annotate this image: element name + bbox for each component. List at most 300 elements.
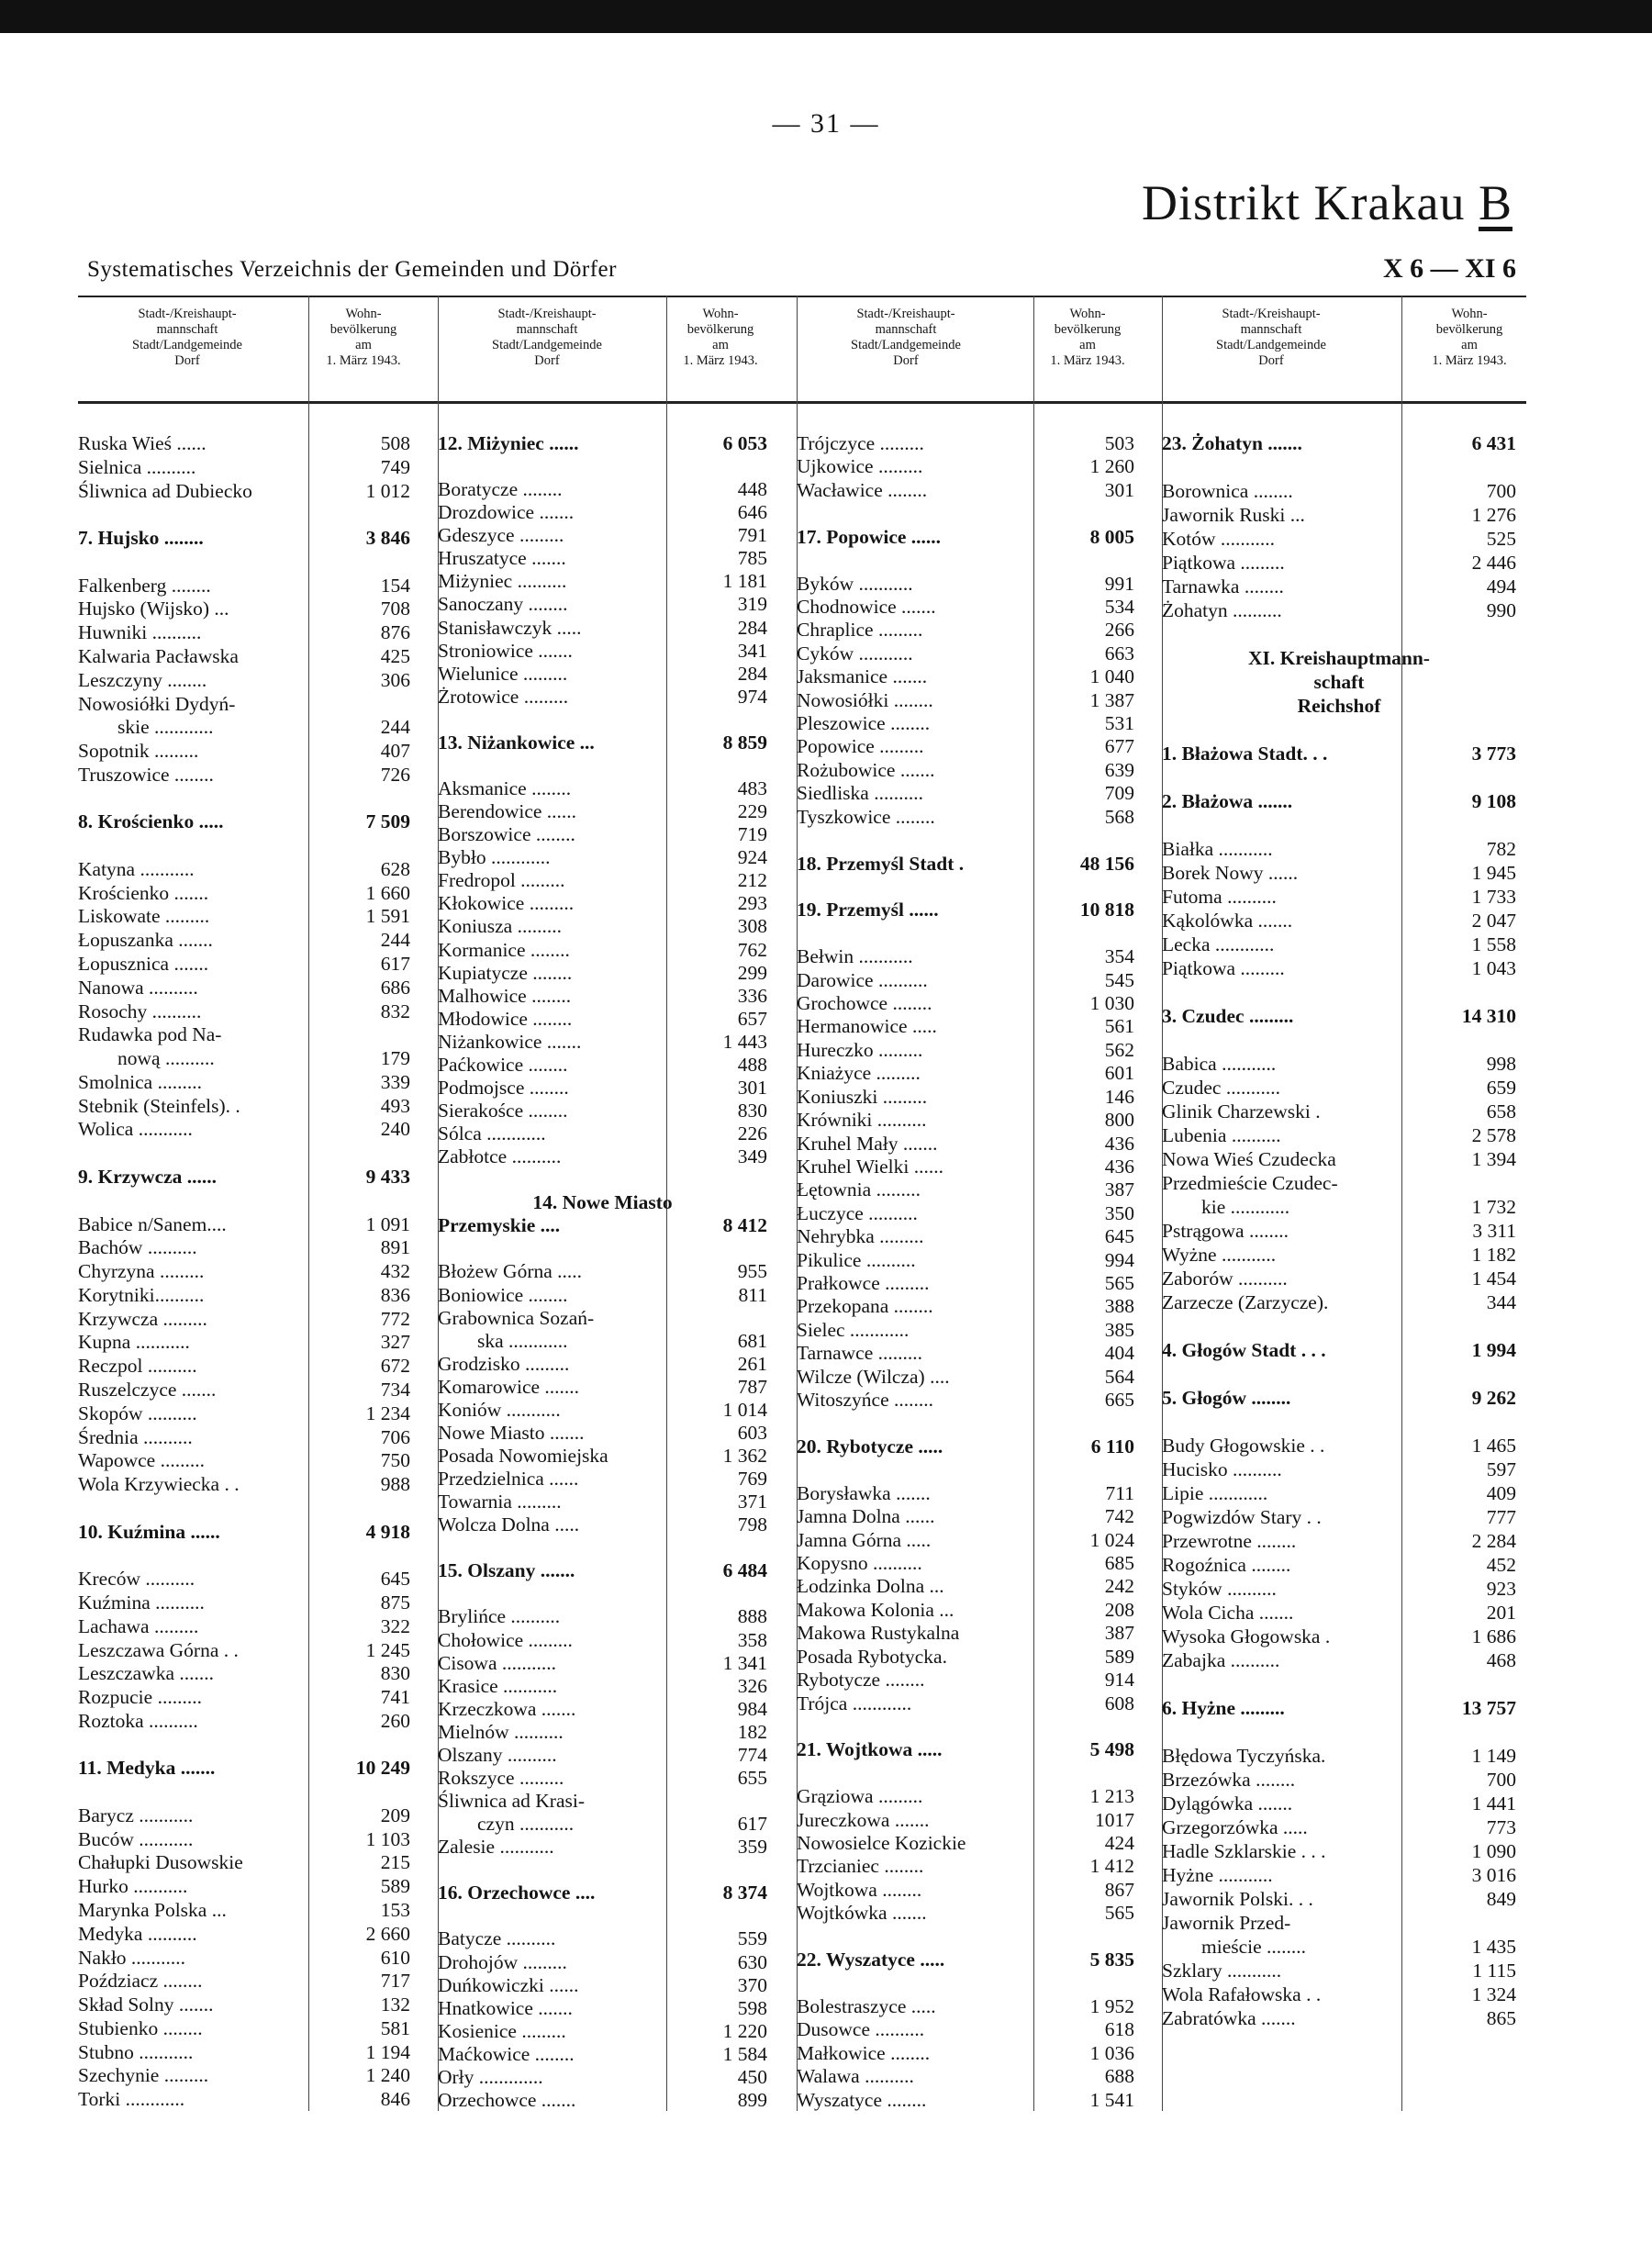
- population-value: 610: [380, 1946, 410, 1969]
- locality-row: [78, 1378, 410, 1402]
- population-value: 3 016: [1471, 1864, 1516, 1886]
- locality-name: Wyszatyce ........: [797, 2088, 927, 2111]
- locality-name: Hadle Szklarskie . . .: [1162, 1840, 1326, 1862]
- locality-name: Bachów ..........: [78, 1236, 197, 1259]
- locality-row: [438, 868, 767, 892]
- population-value: 2 047: [1471, 910, 1516, 932]
- population-value: 1 435: [1471, 1936, 1516, 1958]
- locality-name: Przedzielnica ......: [438, 1468, 579, 1491]
- population-value: 1 260: [1089, 455, 1134, 478]
- locality-name: Przekopana ........: [797, 1295, 933, 1318]
- locality-name: Nowosiółki Dydyń-: [78, 692, 236, 715]
- locality-row: [78, 1969, 410, 1993]
- locality-row: [438, 1513, 767, 1536]
- population-value: 663: [1104, 642, 1134, 664]
- locality-row: [78, 1874, 410, 1898]
- population-value: 1 040: [1089, 665, 1134, 688]
- population-value: 208: [1104, 1598, 1134, 1621]
- locality-name: schaft: [1313, 671, 1365, 693]
- locality-name: Wola Rafałowska . .: [1162, 1983, 1322, 2005]
- population-value: 700: [1486, 480, 1516, 502]
- locality-name: Żrotowice .........: [438, 685, 569, 708]
- locality-row: [438, 639, 767, 663]
- locality-row: [78, 1094, 410, 1118]
- locality-name: Tarnawce .........: [797, 1342, 922, 1365]
- locality-row: [438, 1766, 767, 1790]
- population-value: 800: [1104, 1109, 1134, 1132]
- population-value: 685: [1104, 1552, 1134, 1574]
- population-value: 1 194: [365, 2040, 410, 2063]
- locality-row: [797, 642, 1134, 665]
- locality-row: [797, 1831, 1134, 1855]
- header-pop-line: am: [1461, 338, 1478, 352]
- locality-name: Leszczyny ........: [78, 668, 207, 691]
- locality-name: Sierakośce ........: [438, 1099, 568, 1122]
- population-value: 409: [1486, 1482, 1516, 1504]
- locality-name: XI. Kreishauptmann-: [1248, 647, 1430, 669]
- locality-row: [797, 1271, 1134, 1295]
- population-value: 734: [380, 1378, 410, 1401]
- population-value: 787: [737, 1375, 767, 1398]
- population-value: 1 234: [365, 1402, 410, 1424]
- population-value: 875: [380, 1591, 410, 1614]
- locality-name: Byków ...........: [797, 572, 913, 595]
- locality-row: [1162, 1648, 1516, 1672]
- header-pop-line: Wohn-: [1451, 307, 1488, 321]
- locality-row: [438, 1743, 767, 1767]
- locality-name: Budy Głogowskie . .: [1162, 1435, 1325, 1457]
- locality-row: [797, 2041, 1134, 2065]
- population-value: 452: [1486, 1554, 1516, 1576]
- population-value: 201: [1486, 1602, 1516, 1624]
- locality-row: [797, 1294, 1134, 1318]
- district-entry: [797, 1737, 1134, 1761]
- locality-name: Leszczawa Górna . .: [78, 1638, 239, 1661]
- header-pop-line: Wohn-: [702, 307, 739, 321]
- locality-row: [797, 1132, 1134, 1156]
- population-value: 5 498: [1089, 1738, 1134, 1761]
- locality-name: 23. Żohatyn .......: [1162, 432, 1302, 454]
- population-value: 830: [380, 1662, 410, 1685]
- locality-row: [1162, 1290, 1516, 1314]
- population-value: 750: [380, 1449, 410, 1472]
- district-name: Distrikt Krakau: [1142, 175, 1466, 230]
- locality-name: Chyrzyna .........: [78, 1260, 205, 1283]
- population-value: 672: [380, 1355, 410, 1378]
- locality-row: [1162, 837, 1516, 861]
- locality-row: [78, 1330, 410, 1354]
- locality-row: [1162, 1267, 1516, 1290]
- locality-name: Cisowa ...........: [438, 1651, 556, 1674]
- locality-row: [438, 2042, 767, 2066]
- locality-row: [438, 1973, 767, 1997]
- locality-name: Żohatyn ..........: [1162, 599, 1282, 621]
- locality-name: Popowice .........: [797, 735, 924, 758]
- locality-name: Wojtkówka .......: [797, 1902, 927, 1925]
- locality-name: Nakło ...........: [78, 1946, 186, 1969]
- locality-row: [438, 1996, 767, 2020]
- population-value: 706: [380, 1425, 410, 1448]
- population-value: 867: [1104, 1878, 1134, 1901]
- population-value: 344: [1486, 1291, 1516, 1313]
- district-entry: [797, 898, 1134, 921]
- locality-name: Aksmanice ........: [438, 777, 572, 800]
- population-value: 717: [380, 1970, 410, 1993]
- locality-name: Rokszyce .........: [438, 1766, 564, 1789]
- population-value: 565: [1104, 1902, 1134, 1925]
- header-top-rule: [78, 296, 1526, 297]
- header-name-line: Stadt-/Kreishaupt-: [1222, 307, 1321, 321]
- district-entry: [1162, 1004, 1516, 1028]
- population-value: 564: [1104, 1365, 1134, 1388]
- locality-name: Stubno ...........: [78, 2040, 194, 2063]
- population-value: 657: [737, 1007, 767, 1030]
- page-subtitle: Systematisches Verzeichnis der Gemeinden und Dörfer: [87, 257, 617, 282]
- locality-row: [78, 1448, 410, 1472]
- header-pop-line: Wohn-: [345, 307, 382, 321]
- locality-row: [78, 597, 410, 620]
- locality-row: [78, 1591, 410, 1614]
- population-value: 350: [1104, 1201, 1134, 1224]
- locality-row: [438, 1651, 767, 1675]
- locality-name: Koniuszki .........: [797, 1085, 928, 1108]
- locality-row: [438, 1259, 767, 1283]
- locality-name: Pleszowice ........: [797, 712, 931, 734]
- locality-row: [797, 1901, 1134, 1925]
- population-value: 266: [1104, 619, 1134, 642]
- locality-name: Babice n/Sanem....: [78, 1212, 227, 1235]
- locality-name: Brylińce ..........: [438, 1605, 561, 1628]
- locality-name: Lubenia ..........: [1162, 1124, 1281, 1146]
- population-value: 686: [380, 976, 410, 999]
- district-entry: [438, 731, 767, 754]
- locality-name: Orzechowce .......: [438, 2088, 576, 2111]
- locality-row: [438, 477, 767, 501]
- locality-name: 6. Hyżne .........: [1162, 1697, 1285, 1719]
- locality-row: [797, 781, 1134, 805]
- locality-row: [1162, 1625, 1516, 1648]
- locality-name: Wapowce .........: [78, 1449, 205, 1472]
- locality-name: Berendowice ......: [438, 800, 577, 823]
- locality-name: czyn ...........: [438, 1813, 575, 1836]
- population-value: 261: [737, 1352, 767, 1375]
- locality-row: [438, 1099, 767, 1122]
- population-value: 1 454: [1471, 1268, 1516, 1290]
- locality-row: [797, 454, 1134, 478]
- locality-name: Stubienko ........: [78, 2016, 203, 2039]
- locality-name: Huwniki ..........: [78, 621, 202, 644]
- locality-row: [1162, 1434, 1516, 1457]
- locality-row: [438, 1812, 767, 1836]
- population-value: 209: [380, 1804, 410, 1826]
- locality-name: Jureczkowa .......: [797, 1808, 930, 1831]
- population-value: 1 443: [722, 1030, 767, 1053]
- population-value: 8 005: [1089, 525, 1134, 548]
- population-value: 1 276: [1471, 504, 1516, 526]
- population-value: 341: [737, 639, 767, 662]
- population-value: 1 387: [1089, 688, 1134, 711]
- locality-name: Falkenberg ........: [78, 574, 211, 597]
- population-value: 226: [737, 1122, 767, 1145]
- locality-name: Średnia ..........: [78, 1425, 193, 1448]
- locality-row: [1162, 1243, 1516, 1267]
- population-value: 924: [737, 846, 767, 869]
- population-value: 525: [1486, 528, 1516, 550]
- locality-row: [797, 1201, 1134, 1225]
- population-value: 811: [738, 1283, 767, 1306]
- locality-row: [78, 1472, 410, 1496]
- locality-name: Hermanowice .....: [797, 1015, 937, 1038]
- district-entry: [78, 1756, 410, 1780]
- population-value: 655: [737, 1766, 767, 1789]
- locality-row: [438, 1145, 767, 1168]
- locality-name: Czudec ...........: [1162, 1077, 1280, 1099]
- population-value: 10 818: [1079, 899, 1134, 921]
- locality-name: Szklary ...........: [1162, 1960, 1282, 1982]
- locality-row: [438, 1421, 767, 1445]
- locality-name: 21. Wojtkowa .....: [797, 1738, 943, 1761]
- locality-name: Krzywcza .........: [78, 1307, 207, 1330]
- district-entry: [438, 1213, 767, 1237]
- locality-row: [1162, 1052, 1516, 1076]
- locality-row: [1162, 1982, 1516, 2006]
- locality-row: [1162, 1100, 1516, 1123]
- locality-name: Pikulice ..........: [797, 1248, 916, 1271]
- locality-row: [1162, 1481, 1516, 1505]
- locality-name: Sielec ............: [797, 1318, 910, 1341]
- locality-row: [1162, 2006, 1516, 2030]
- population-value: 388: [1104, 1295, 1134, 1318]
- locality-name: Buców ...........: [78, 1827, 194, 1850]
- locality-row: [797, 688, 1134, 712]
- population-value: 562: [1104, 1038, 1134, 1061]
- population-value: 1 686: [1471, 1625, 1516, 1647]
- population-value: 769: [737, 1468, 767, 1491]
- population-value: 741: [380, 1686, 410, 1709]
- locality-row: [438, 1076, 767, 1100]
- district-entry: [1162, 1386, 1516, 1410]
- population-value: 762: [737, 938, 767, 961]
- population-value: 830: [737, 1099, 767, 1122]
- locality-row: [797, 1692, 1134, 1715]
- population-value: 240: [380, 1118, 410, 1141]
- population-value: 677: [1104, 735, 1134, 758]
- population-value: 1 465: [1471, 1435, 1516, 1457]
- locality-name: Sielnica ..........: [78, 455, 196, 478]
- locality-row: [797, 1108, 1134, 1132]
- locality-name: Lecka ............: [1162, 933, 1275, 955]
- population-value: 1 591: [365, 905, 410, 928]
- locality-name: Brzezówka ........: [1162, 1769, 1296, 1791]
- locality-name: Ruska Wieś ......: [78, 432, 206, 454]
- locality-row: [797, 2088, 1134, 2112]
- locality-row: [797, 595, 1134, 619]
- locality-row: [1162, 1887, 1516, 1911]
- population-value: 212: [737, 869, 767, 892]
- locality-row: [438, 961, 767, 985]
- locality-name: Nanowa ..........: [78, 976, 198, 999]
- locality-name: Wyżne ...........: [1162, 1244, 1277, 1266]
- population-value: 1 090: [1471, 1840, 1516, 1862]
- population-value: 581: [380, 2016, 410, 2039]
- locality-name: Kłokowice .........: [438, 892, 575, 915]
- locality-row: [438, 1375, 767, 1399]
- population-value: 888: [737, 1605, 767, 1628]
- population-value: 914: [1104, 1669, 1134, 1692]
- page-number: — 31 —: [772, 108, 880, 139]
- population-value: 299: [737, 961, 767, 984]
- locality-name: Bolestraszyce .....: [797, 1994, 936, 2017]
- header-pop-4: [1412, 307, 1527, 395]
- locality-row: [438, 685, 767, 709]
- locality-row: [78, 881, 410, 905]
- population-value: 559: [737, 1927, 767, 1950]
- locality-row: [438, 1674, 767, 1698]
- locality-row: [797, 1668, 1134, 1692]
- population-value: 132: [380, 1993, 410, 2016]
- locality-row: [1162, 1076, 1516, 1100]
- population-value: 14 310: [1461, 1005, 1516, 1027]
- locality-name: Łuczyce ..........: [797, 1201, 918, 1224]
- district-entry: [438, 1558, 767, 1582]
- population-value: 179: [380, 1047, 410, 1070]
- locality-row: [797, 968, 1134, 992]
- district-entry: [797, 1435, 1134, 1458]
- population-value: 1 245: [365, 1638, 410, 1661]
- locality-row: [438, 592, 767, 616]
- locality-row: [78, 1354, 410, 1378]
- locality-name: Jaksmanice .......: [797, 665, 928, 688]
- population-value: 773: [1486, 1816, 1516, 1838]
- population-value: 1 732: [1471, 1196, 1516, 1218]
- locality-row: [78, 1402, 410, 1425]
- locality-row: [438, 799, 767, 823]
- locality-row: [1162, 527, 1516, 551]
- locality-row: [438, 822, 767, 846]
- header-name-line: Dorf: [893, 353, 919, 368]
- locality-row: [797, 1784, 1134, 1808]
- locality-row: [438, 523, 767, 547]
- locality-name: 4. Głogów Stadt . . .: [1162, 1339, 1326, 1361]
- district-entry: [78, 810, 410, 833]
- header-pop-line: 1. März 1943.: [683, 353, 758, 368]
- locality-row: [1162, 1839, 1516, 1863]
- population-value: 6 484: [722, 1559, 767, 1582]
- locality-row: [438, 1490, 767, 1513]
- header-pop-line: bevölkerung: [329, 322, 397, 337]
- locality-row: [438, 845, 767, 869]
- locality-row: [1162, 1959, 1516, 1982]
- locality-name: Stroniowice .......: [438, 639, 573, 662]
- locality-row: [438, 1720, 767, 1744]
- locality-row: [78, 1850, 410, 1874]
- locality-row: [1162, 1505, 1516, 1529]
- locality-row: [797, 1854, 1134, 1878]
- locality-row: [797, 1178, 1134, 1201]
- locality-name: 19. Przemyśl ......: [797, 899, 939, 921]
- locality-name: Ruszelczyce .......: [78, 1378, 217, 1401]
- locality-name: Łopusznica .......: [78, 953, 209, 976]
- population-value: 618: [1104, 2018, 1134, 2041]
- locality-row: [78, 668, 410, 692]
- locality-name: Zabłotce ..........: [438, 1145, 562, 1168]
- population-value: 450: [737, 2065, 767, 2088]
- locality-name: Błędowa Tyczyńska.: [1162, 1745, 1326, 1767]
- district-entry: [78, 1520, 410, 1544]
- locality-name: Drozdowice .......: [438, 501, 575, 524]
- population-value: 899: [737, 2088, 767, 2111]
- locality-row: [797, 1528, 1134, 1552]
- district-entry: [1162, 670, 1516, 694]
- locality-name: 9. Krzywcza ......: [78, 1166, 218, 1188]
- locality-name: Nowosielce Kozickie: [797, 1832, 966, 1854]
- header-pop-line: am: [1079, 338, 1096, 352]
- locality-name: 8. Krościenko .....: [78, 810, 224, 833]
- population-value: 1 324: [1471, 1983, 1516, 2005]
- locality-name: Kosienice .........: [438, 2019, 566, 2042]
- population-value: 358: [737, 1628, 767, 1651]
- locality-name: Kuźmina ..........: [78, 1591, 205, 1614]
- locality-row: [78, 2087, 410, 2111]
- locality-row: [78, 904, 410, 928]
- locality-row: [78, 1614, 410, 1638]
- locality-name: Batycze ..........: [438, 1927, 556, 1950]
- population-value: 9 262: [1471, 1387, 1516, 1409]
- locality-name: Nehrybka .........: [797, 1225, 924, 1248]
- population-value: 990: [1486, 599, 1516, 621]
- locality-name: Kotów ...........: [1162, 528, 1276, 550]
- locality-name: Malhowice ........: [438, 984, 572, 1007]
- population-value: 1 994: [1471, 1339, 1516, 1361]
- population-value: 791: [737, 524, 767, 547]
- locality-name: Hucisko ..........: [1162, 1458, 1282, 1480]
- population-value: 617: [737, 1813, 767, 1836]
- locality-row: [438, 1398, 767, 1422]
- header-name-line: Stadt/Landgemeinde: [492, 338, 602, 352]
- district-entry: [1162, 1338, 1516, 1362]
- population-value: 891: [380, 1236, 410, 1259]
- population-value: 493: [380, 1094, 410, 1117]
- sheet-range: X 6 — XI 6: [1382, 253, 1516, 284]
- locality-name: Hyżne ...........: [1162, 1864, 1273, 1886]
- locality-name: 3. Czudec .........: [1162, 1005, 1294, 1027]
- population-value: 182: [737, 1720, 767, 1743]
- header-name-line: Stadt/Landgemeinde: [851, 338, 961, 352]
- population-value: 531: [1104, 712, 1134, 734]
- locality-name: Trzcianiec ........: [797, 1855, 924, 1878]
- population-value: 658: [1486, 1100, 1516, 1122]
- locality-name: Grodzisko .........: [438, 1352, 570, 1375]
- population-value: 1 036: [1089, 2041, 1134, 2064]
- header-pop-line: bevölkerung: [1435, 322, 1503, 337]
- locality-name: Chodnowice .......: [797, 595, 936, 618]
- locality-row: [797, 711, 1134, 735]
- locality-row: [1162, 932, 1516, 956]
- locality-row: [797, 1808, 1134, 1832]
- population-value: 708: [380, 597, 410, 620]
- district-entry: [1162, 646, 1516, 670]
- population-value: 10 249: [355, 1757, 410, 1780]
- population-value: 772: [380, 1307, 410, 1330]
- locality-row: [438, 891, 767, 915]
- locality-name: Nowa Wieś Czudecka: [1162, 1148, 1336, 1170]
- population-value: 6 110: [1090, 1435, 1134, 1457]
- header-name-line: Dorf: [174, 353, 200, 368]
- locality-row: [797, 1878, 1134, 1902]
- locality-row: [438, 1030, 767, 1054]
- locality-row: [78, 1898, 410, 1922]
- locality-name: Hruszatyce .......: [438, 547, 566, 570]
